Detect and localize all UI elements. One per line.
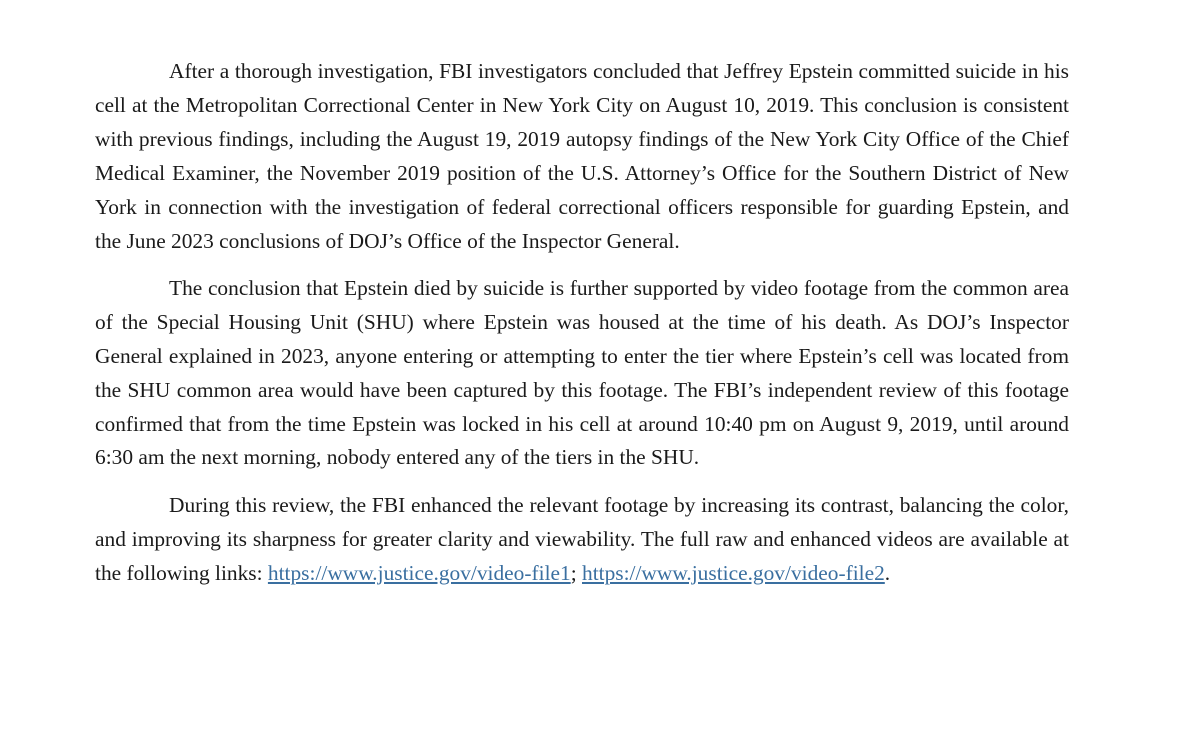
paragraph-video-links-text: During this review, the FBI enhanced the relevant footage by increasing its contrast, balancing the color, and improving its sharpness for greater clarity and viewability. The full raw and enhanced videos are available at the following links:: [95, 492, 1069, 585]
link-separator: ;: [570, 560, 582, 585]
video-file2-link[interactable]: https://www.justice.gov/video-file2: [582, 560, 885, 585]
paragraph-video-links: [95, 489, 1069, 591]
paragraph-video-footage: The conclusion that Epstein died by suicide is further supported by video footage from the common area of the Special Housing Unit (SHU) where Epstein was housed at the time of his death. As DOJ’s Inspector General explained in 2023, anyone entering or attempting to enter the tier where Epstein’s cell was located from the SHU common area would have been captured by this footage. The FBI’s independent review of this footage confirmed that from the time Epstein was locked in his cell at around 10:40 pm on August 9, 2019, until around 6:30 am the next morning, nobody entered any of the tiers in the SHU.: [95, 275, 1069, 470]
paragraph-end-period: .: [884, 560, 891, 585]
paragraph-investigation-conclusion: After a thorough investigation, FBI investigators concluded that Jeffrey Epstein committed suicide in his cell at the Metropolitan Correctional Center in New York City on August 10, 2019. This conclusion is consistent with previous findings, including the August 19, 2019 autopsy findings of the New York City Office of the Chief Medical Examiner, the November 2019 position of the U.S. Attorney’s Office for the Southern District of New York in connection with the investigation of federal correctional officers responsible for guarding Epstein, and the June 2023 conclusions of DOJ’s Office of the Inspector General.: [95, 59, 1069, 253]
document-body: [95, 55, 1069, 591]
video-file1-link[interactable]: https://www.justice.gov/video-file1: [267, 560, 571, 585]
